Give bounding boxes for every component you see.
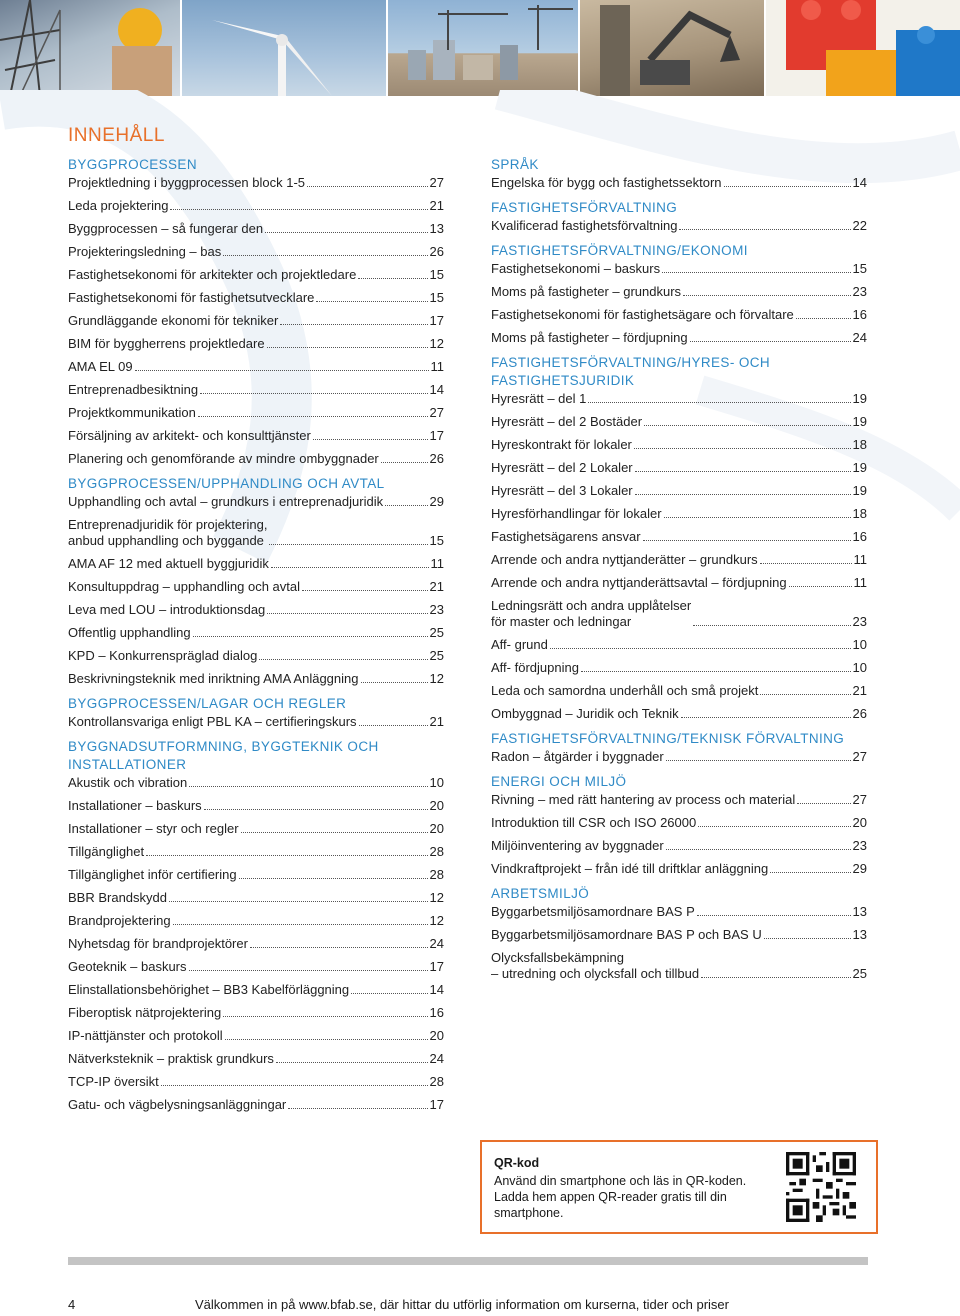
toc-entry[interactable] (491, 391, 867, 407)
header-photo-worker (0, 0, 180, 96)
dot-leader (225, 1039, 428, 1040)
toc-entry-page: 17 (429, 959, 444, 974)
toc-entry-title: Byggarbetsmiljösamordnare BAS P (491, 904, 695, 919)
section-heading: BYGGPROCESSEN/LAGAR OCH REGLER (68, 696, 347, 711)
toc-entry-page: 16 (852, 307, 867, 322)
dot-leader (276, 1062, 428, 1063)
toc-entry[interactable] (491, 950, 867, 982)
toc-entry-page: 21 (429, 198, 444, 213)
section-heading: SPRÅK (491, 157, 539, 172)
section-heading: FASTIGHETSFÖRVALTNING/TEKNISK FÖRVALTNING (491, 731, 845, 746)
toc-entry-page: 14 (852, 175, 867, 190)
toc-entry-title: Gatu- och vägbelysningsanläggningar (68, 1097, 287, 1112)
toc-entry-page: 23 (852, 838, 867, 853)
toc-entry-page: 11 (430, 556, 444, 571)
toc-entry-title: Olycksfallsbekämpning – utredning och olycksfall och tillbud (491, 950, 700, 981)
dot-leader (796, 318, 851, 319)
toc-entry[interactable] (68, 517, 444, 549)
dot-leader (265, 232, 427, 233)
toc-entry[interactable] (68, 494, 444, 510)
toc-entry-page: 20 (852, 815, 867, 830)
toc-entry[interactable] (68, 844, 444, 860)
dot-leader (302, 590, 428, 591)
toc-entry-title: KPD – Konkurrenspräglad dialog (68, 648, 258, 663)
toc-entry[interactable] (68, 936, 444, 952)
toc-entry-page: 26 (429, 451, 444, 466)
toc-entry-page: 12 (429, 336, 444, 351)
toc-entry-title: Fiberoptisk nätprojektering (68, 1005, 222, 1020)
dot-leader (662, 272, 850, 273)
toc-entry-page: 28 (429, 844, 444, 859)
dot-leader (701, 977, 850, 978)
toc-entry[interactable] (68, 382, 444, 398)
toc-entry[interactable] (491, 749, 867, 765)
toc-entry[interactable] (68, 1074, 444, 1090)
toc-entry[interactable] (68, 798, 444, 814)
toc-entry[interactable] (491, 637, 867, 653)
toc-entry-title: Kontrollansvariga enligt PBL KA – certifieringskurs (68, 714, 357, 729)
toc-entry-title: Aff- grund (491, 637, 548, 652)
dot-leader (170, 209, 427, 210)
header-photo-windturbine (182, 0, 386, 96)
toc-entry-title: BBR Brandskydd (68, 890, 167, 905)
toc-entry[interactable] (491, 927, 867, 943)
toc-entry-title: Ombyggnad – Juridik och Teknik (491, 706, 679, 721)
toc-entry[interactable] (491, 506, 867, 522)
dot-leader (267, 347, 428, 348)
toc-entry-title: Grundläggande ekonomi för tekniker (68, 313, 279, 328)
toc-entry[interactable] (68, 313, 444, 329)
toc-entry-page: 14 (429, 982, 444, 997)
toc-entry[interactable] (68, 714, 444, 730)
toc-entry-title: Brandprojektering (68, 913, 171, 928)
dot-leader (359, 725, 428, 726)
toc-entry[interactable] (491, 175, 867, 191)
toc-entry-page: 19 (852, 483, 867, 498)
page-title: INNEHÅLL (68, 125, 165, 146)
dot-leader (169, 901, 428, 902)
dot-leader (146, 855, 427, 856)
toc-entry[interactable] (491, 861, 867, 877)
dot-leader (581, 671, 851, 672)
toc-entry[interactable] (491, 460, 867, 476)
toc-entry-title: AMA AF 12 med aktuell byggjuridik (68, 556, 269, 571)
dot-leader (764, 938, 851, 939)
dot-leader (135, 370, 429, 371)
dot-leader (358, 278, 427, 279)
toc-entry-title: Leva med LOU – introduktionsdag (68, 602, 266, 617)
toc-entry-title: Konsultuppdrag – upphandling och avtal (68, 579, 301, 594)
toc-entry-title: Fastighetsekonomi – baskurs (491, 261, 661, 276)
dot-leader (644, 425, 851, 426)
section-heading: FASTIGHETSFÖRVALTNING/HYRES- OCH FASTIGHETSJURIDIK (491, 355, 771, 388)
toc-entry-title: Vindkraftprojekt – från idé till driftklar anläggning (491, 861, 769, 876)
toc-entry-page: 23 (852, 284, 867, 299)
dot-leader (770, 872, 850, 873)
dot-leader (690, 341, 851, 342)
qr-info-box (480, 1140, 878, 1234)
toc-entry-title: BIM för byggherrens projektledare (68, 336, 265, 351)
toc-entry[interactable] (68, 1005, 444, 1021)
page-number: 4 (68, 1297, 76, 1312)
toc-entry-page: 10 (852, 637, 867, 652)
dot-leader (643, 540, 851, 541)
toc-entry-title: Geoteknik – baskurs (68, 959, 187, 974)
toc-entry-page: 11 (853, 552, 867, 567)
toc-entry-page: 17 (429, 313, 444, 328)
toc-entry[interactable] (68, 405, 444, 421)
toc-entry[interactable] (68, 913, 444, 929)
toc-entry-page: 20 (429, 798, 444, 813)
toc-entry[interactable] (491, 437, 867, 453)
toc-entry-title: Nätverksteknik – praktisk grundkurs (68, 1051, 274, 1066)
toc-entry-page: 12 (429, 890, 444, 905)
toc-entry-title: Miljöinventering av byggnader (491, 838, 664, 853)
dot-leader (198, 416, 428, 417)
dot-leader (193, 636, 428, 637)
toc-entry-title: Byggprocessen – så fungerar den (68, 221, 264, 236)
toc-entry[interactable] (491, 218, 867, 234)
dot-leader (697, 915, 851, 916)
toc-entry-title: Byggarbetsmiljösamordnare BAS P och BAS U (491, 927, 762, 942)
toc-entry[interactable] (491, 330, 867, 346)
qr-text: Använd din smartphone och läs in QR-koden. Ladda hem appen QR-reader gratis till din smartphone. (494, 1174, 747, 1220)
toc-entry[interactable] (68, 625, 444, 641)
dot-leader (189, 786, 427, 787)
toc-entry[interactable] (68, 290, 444, 306)
toc-entry-title: Elinstallationsbehörighet – BB3 Kabelförläggning (68, 982, 350, 997)
toc-entry-title: Fastighetsekonomi för fastighetsägare och förvaltare (491, 307, 794, 322)
toc-entry-title: Moms på fastigheter – grundkurs (491, 284, 682, 299)
toc-section (491, 885, 867, 982)
dot-leader (313, 439, 428, 440)
dot-leader (267, 613, 427, 614)
toc-section (491, 156, 867, 191)
section-heading: BYGGNADSUTFORMNING, BYGGTEKNIK OCH INSTALLATIONER (68, 739, 379, 772)
toc-entry[interactable] (68, 198, 444, 214)
toc-entry-page: 18 (852, 506, 867, 521)
toc-entry-title: Entreprenadjuridik för projektering, anbud upphandling och byggande (68, 517, 268, 548)
toc-entry-title: Engelska för bygg och fastighetssektorn (491, 175, 722, 190)
section-heading: BYGGPROCESSEN/UPPHANDLING OCH AVTAL (68, 476, 385, 491)
toc-entry[interactable] (68, 648, 444, 664)
toc-entry-page: 25 (429, 648, 444, 663)
toc-entry-title: Kvalificerad fastighetsförvaltning (491, 218, 678, 233)
dot-leader (271, 567, 429, 568)
toc-entry-title: Hyresrätt – del 2 Bostäder (491, 414, 643, 429)
toc-section (491, 773, 867, 877)
dot-leader (381, 462, 428, 463)
dot-leader (635, 494, 851, 495)
dot-leader (269, 544, 427, 545)
toc-entry-page: 28 (429, 1074, 444, 1089)
toc-entry-page: 21 (429, 579, 444, 594)
dot-leader (250, 947, 428, 948)
section-heading: BYGGPROCESSEN (68, 157, 197, 172)
toc-entry-page: 19 (852, 391, 867, 406)
toc-entry[interactable] (491, 284, 867, 300)
toc-entry[interactable] (491, 483, 867, 499)
toc-entry-page: 19 (852, 414, 867, 429)
toc-entry-title: Nyhetsdag för brandprojektörer (68, 936, 248, 951)
dot-leader (698, 826, 850, 827)
toc-entry-page: 12 (429, 913, 444, 928)
toc-entry-title: Installationer – styr och regler (68, 821, 239, 836)
toc-entry-page: 15 (852, 261, 867, 276)
toc-entry-title: Upphandling och avtal – grundkurs i entreprenadjuridik (68, 494, 384, 509)
dot-leader (664, 517, 851, 518)
toc-entry-title: Hyresrätt – del 3 Lokaler (491, 483, 633, 498)
toc-section (491, 354, 867, 722)
toc-entry-page: 29 (429, 494, 444, 509)
toc-entry-title: Offentlig upphandling (68, 625, 191, 640)
dot-leader (280, 324, 427, 325)
dot-leader (223, 255, 427, 256)
toc-entry-title: Fastighetsekonomi för fastighetsutvecklare (68, 290, 315, 305)
toc-entry-title: Tillgänglighet inför certifiering (68, 867, 237, 882)
dot-leader (316, 301, 427, 302)
toc-entry[interactable] (491, 838, 867, 854)
section-heading: ARBETSMILJÖ (491, 886, 590, 901)
qr-code-icon[interactable] (786, 1152, 856, 1222)
toc-section (68, 156, 444, 467)
header-photo-lego (766, 0, 960, 96)
toc-entry-page: 20 (429, 821, 444, 836)
toc-entry-page: 23 (429, 602, 444, 617)
toc-entry[interactable] (491, 706, 867, 722)
toc-entry-page: 10 (852, 660, 867, 675)
dot-leader (760, 694, 850, 695)
toc-entry[interactable] (68, 775, 444, 791)
toc-entry-title: Ledningsrätt och andra upplåtelser för master och ledningar (491, 598, 692, 629)
toc-entry[interactable] (491, 792, 867, 808)
toc-entry-page: 15 (429, 533, 444, 548)
dot-leader (161, 1085, 428, 1086)
toc-entry[interactable] (491, 815, 867, 831)
toc-entry-page: 28 (429, 867, 444, 882)
toc-entry[interactable] (68, 1028, 444, 1044)
toc-entry-page: 14 (429, 382, 444, 397)
dot-leader (588, 402, 850, 403)
toc-entry[interactable] (68, 867, 444, 883)
toc-section (491, 242, 867, 346)
toc-entry-page: 13 (852, 904, 867, 919)
toc-entry-page: 27 (429, 175, 444, 190)
toc-entry[interactable] (68, 556, 444, 572)
dot-leader (385, 505, 427, 506)
dot-leader (173, 924, 428, 925)
toc-entry-page: 16 (852, 529, 867, 544)
toc-entry-title: Hyresförhandlingar för lokaler (491, 506, 662, 521)
toc-entry-title: Projekteringsledning – bas (68, 244, 222, 259)
toc-entry-title: Hyreskontrakt för lokaler (491, 437, 632, 452)
toc-entry-title: Radon – åtgärder i byggnader (491, 749, 664, 764)
toc-entry[interactable] (491, 660, 867, 676)
header-photo-city (388, 0, 578, 96)
toc-entry-page: 27 (852, 792, 867, 807)
toc-entry[interactable] (491, 598, 867, 630)
dot-leader (634, 448, 851, 449)
toc-entry-title: Leda och samordna underhåll och små projekt (491, 683, 759, 698)
dot-leader (635, 471, 851, 472)
toc-entry-title: Akustik och vibration (68, 775, 188, 790)
toc-entry-page: 21 (852, 683, 867, 698)
footer-divider-bar (68, 1257, 868, 1265)
toc-entry-title: Fastighetsekonomi för arkitekter och projektledare (68, 267, 357, 282)
toc-entry[interactable] (491, 261, 867, 277)
toc-entry-page: 25 (852, 966, 867, 981)
dot-leader (666, 760, 851, 761)
toc-entry-page: 13 (852, 927, 867, 942)
toc-entry-title: Arrende och andra nyttjanderättsavtal – fördjupning (491, 575, 787, 590)
toc-entry-title: Försäljning av arkitekt- och konsulttjänster (68, 428, 311, 443)
toc-entry-page: 11 (430, 359, 444, 374)
toc-entry-page: 18 (852, 437, 867, 452)
section-heading: ENERGI OCH MILJÖ (491, 774, 627, 789)
toc-entry-page: 26 (852, 706, 867, 721)
dot-leader (351, 993, 427, 994)
footer-text: Välkommen in på www.bfab.se, där hittar du utförlig information om kurserna, tider och priser (195, 1297, 729, 1312)
toc-section (68, 475, 444, 687)
toc-entry-page: 24 (429, 1051, 444, 1066)
toc-entry[interactable] (491, 414, 867, 430)
toc-entry[interactable] (68, 959, 444, 975)
toc-entry-title: Leda projektering (68, 198, 169, 213)
dot-leader (288, 1108, 427, 1109)
toc-entry[interactable] (68, 821, 444, 837)
toc-section (68, 738, 444, 1113)
dot-leader (200, 393, 427, 394)
toc-entry-page: 25 (429, 625, 444, 640)
toc-entry-page: 26 (429, 244, 444, 259)
toc-section (491, 199, 867, 234)
dot-leader (724, 186, 851, 187)
toc-entry[interactable] (68, 175, 444, 191)
toc-entry-title: Moms på fastigheter – fördjupning (491, 330, 688, 345)
toc-entry-title: Installationer – baskurs (68, 798, 202, 813)
dot-leader (361, 682, 428, 683)
dot-leader (789, 586, 852, 587)
dot-leader (693, 625, 850, 626)
toc-entry-page: 16 (429, 1005, 444, 1020)
toc-entry-page: 27 (852, 749, 867, 764)
toc-entry[interactable] (68, 336, 444, 352)
toc-entry-page: 15 (429, 290, 444, 305)
toc-entry-title: Hyresrätt – del 1 (491, 391, 587, 406)
toc-section (68, 695, 444, 730)
toc-entry[interactable] (68, 451, 444, 467)
toc-entry-title: Fastighetsägarens ansvar (491, 529, 641, 544)
dot-leader (259, 659, 427, 660)
toc-entry[interactable] (68, 671, 444, 687)
toc-entry-title: TCP-IP översikt (68, 1074, 159, 1089)
toc-entry-page: 19 (852, 460, 867, 475)
dot-leader (223, 1016, 427, 1017)
toc-entry[interactable] (68, 602, 444, 618)
toc-entry-page: 21 (429, 714, 444, 729)
toc-entry-page: 15 (429, 267, 444, 282)
toc-entry-page: 12 (429, 671, 444, 686)
qr-title: QR-kod (494, 1156, 540, 1170)
dot-leader (797, 803, 850, 804)
toc-entry-title: IP-nättjänster och protokoll (68, 1028, 223, 1043)
toc-entry-title: Introduktion till CSR och ISO 26000 (491, 815, 697, 830)
toc-entry[interactable] (68, 221, 444, 237)
toc-entry[interactable] (68, 267, 444, 283)
toc-entry-page: 13 (429, 221, 444, 236)
section-heading: FASTIGHETSFÖRVALTNING (491, 200, 678, 215)
toc-right-column (491, 156, 867, 990)
toc-entry[interactable] (68, 244, 444, 260)
toc-entry[interactable] (491, 552, 867, 568)
toc-entry-page: 11 (853, 575, 867, 590)
toc-entry-title: Beskrivningsteknik med inriktning AMA Anläggning (68, 671, 359, 686)
toc-entry-page: 22 (852, 218, 867, 233)
toc-entry[interactable] (491, 575, 867, 591)
toc-entry[interactable] (68, 982, 444, 998)
toc-left-column (68, 156, 444, 1121)
toc-entry[interactable] (68, 1097, 444, 1113)
toc-entry-title: Aff- fördjupning (491, 660, 579, 675)
dot-leader (550, 648, 851, 649)
dot-leader (681, 717, 851, 718)
dot-leader (239, 878, 428, 879)
toc-entry[interactable] (68, 890, 444, 906)
dot-leader (241, 832, 428, 833)
toc-entry-page: 17 (429, 428, 444, 443)
dot-leader (679, 229, 850, 230)
toc-entry-title: Entreprenadbesiktning (68, 382, 199, 397)
dot-leader (204, 809, 428, 810)
toc-entry-page: 20 (429, 1028, 444, 1043)
toc-entry[interactable] (491, 529, 867, 545)
dot-leader (760, 563, 852, 564)
toc-entry-title: Projektledning i byggprocessen block 1-5 (68, 175, 306, 190)
toc-entry-page: 24 (429, 936, 444, 951)
toc-entry-title: Arrende och andra nyttjanderätter – grundkurs (491, 552, 758, 567)
toc-entry-page: 23 (852, 614, 867, 629)
toc-entry[interactable] (68, 428, 444, 444)
toc-entry-title: Planering och genomförande av mindre ombyggnader (68, 451, 379, 466)
toc-entry-title: Hyresrätt – del 2 Lokaler (491, 460, 633, 475)
toc-entry[interactable] (68, 359, 444, 375)
dot-leader (683, 295, 850, 296)
toc-entry-page: 24 (852, 330, 867, 345)
toc-entry[interactable] (68, 1051, 444, 1067)
toc-entry-page: 29 (852, 861, 867, 876)
toc-entry[interactable] (491, 904, 867, 920)
toc-entry-page: 27 (429, 405, 444, 420)
header-photo-excavator (580, 0, 764, 96)
toc-entry[interactable] (491, 683, 867, 699)
dot-leader (189, 970, 428, 971)
section-heading: FASTIGHETSFÖRVALTNING/EKONOMI (491, 243, 748, 258)
toc-entry-title: Projektkommunikation (68, 405, 196, 420)
toc-section (491, 730, 867, 765)
toc-entry-title: Tillgänglighet (68, 844, 145, 859)
dot-leader (307, 186, 428, 187)
toc-entry[interactable] (491, 307, 867, 323)
toc-entry-page: 10 (429, 775, 444, 790)
toc-entry-title: AMA EL 09 (68, 359, 133, 374)
toc-entry-page: 17 (429, 1097, 444, 1112)
toc-entry-title: Rivning – med rätt hantering av process och material (491, 792, 796, 807)
dot-leader (666, 849, 851, 850)
toc-entry[interactable] (68, 579, 444, 595)
